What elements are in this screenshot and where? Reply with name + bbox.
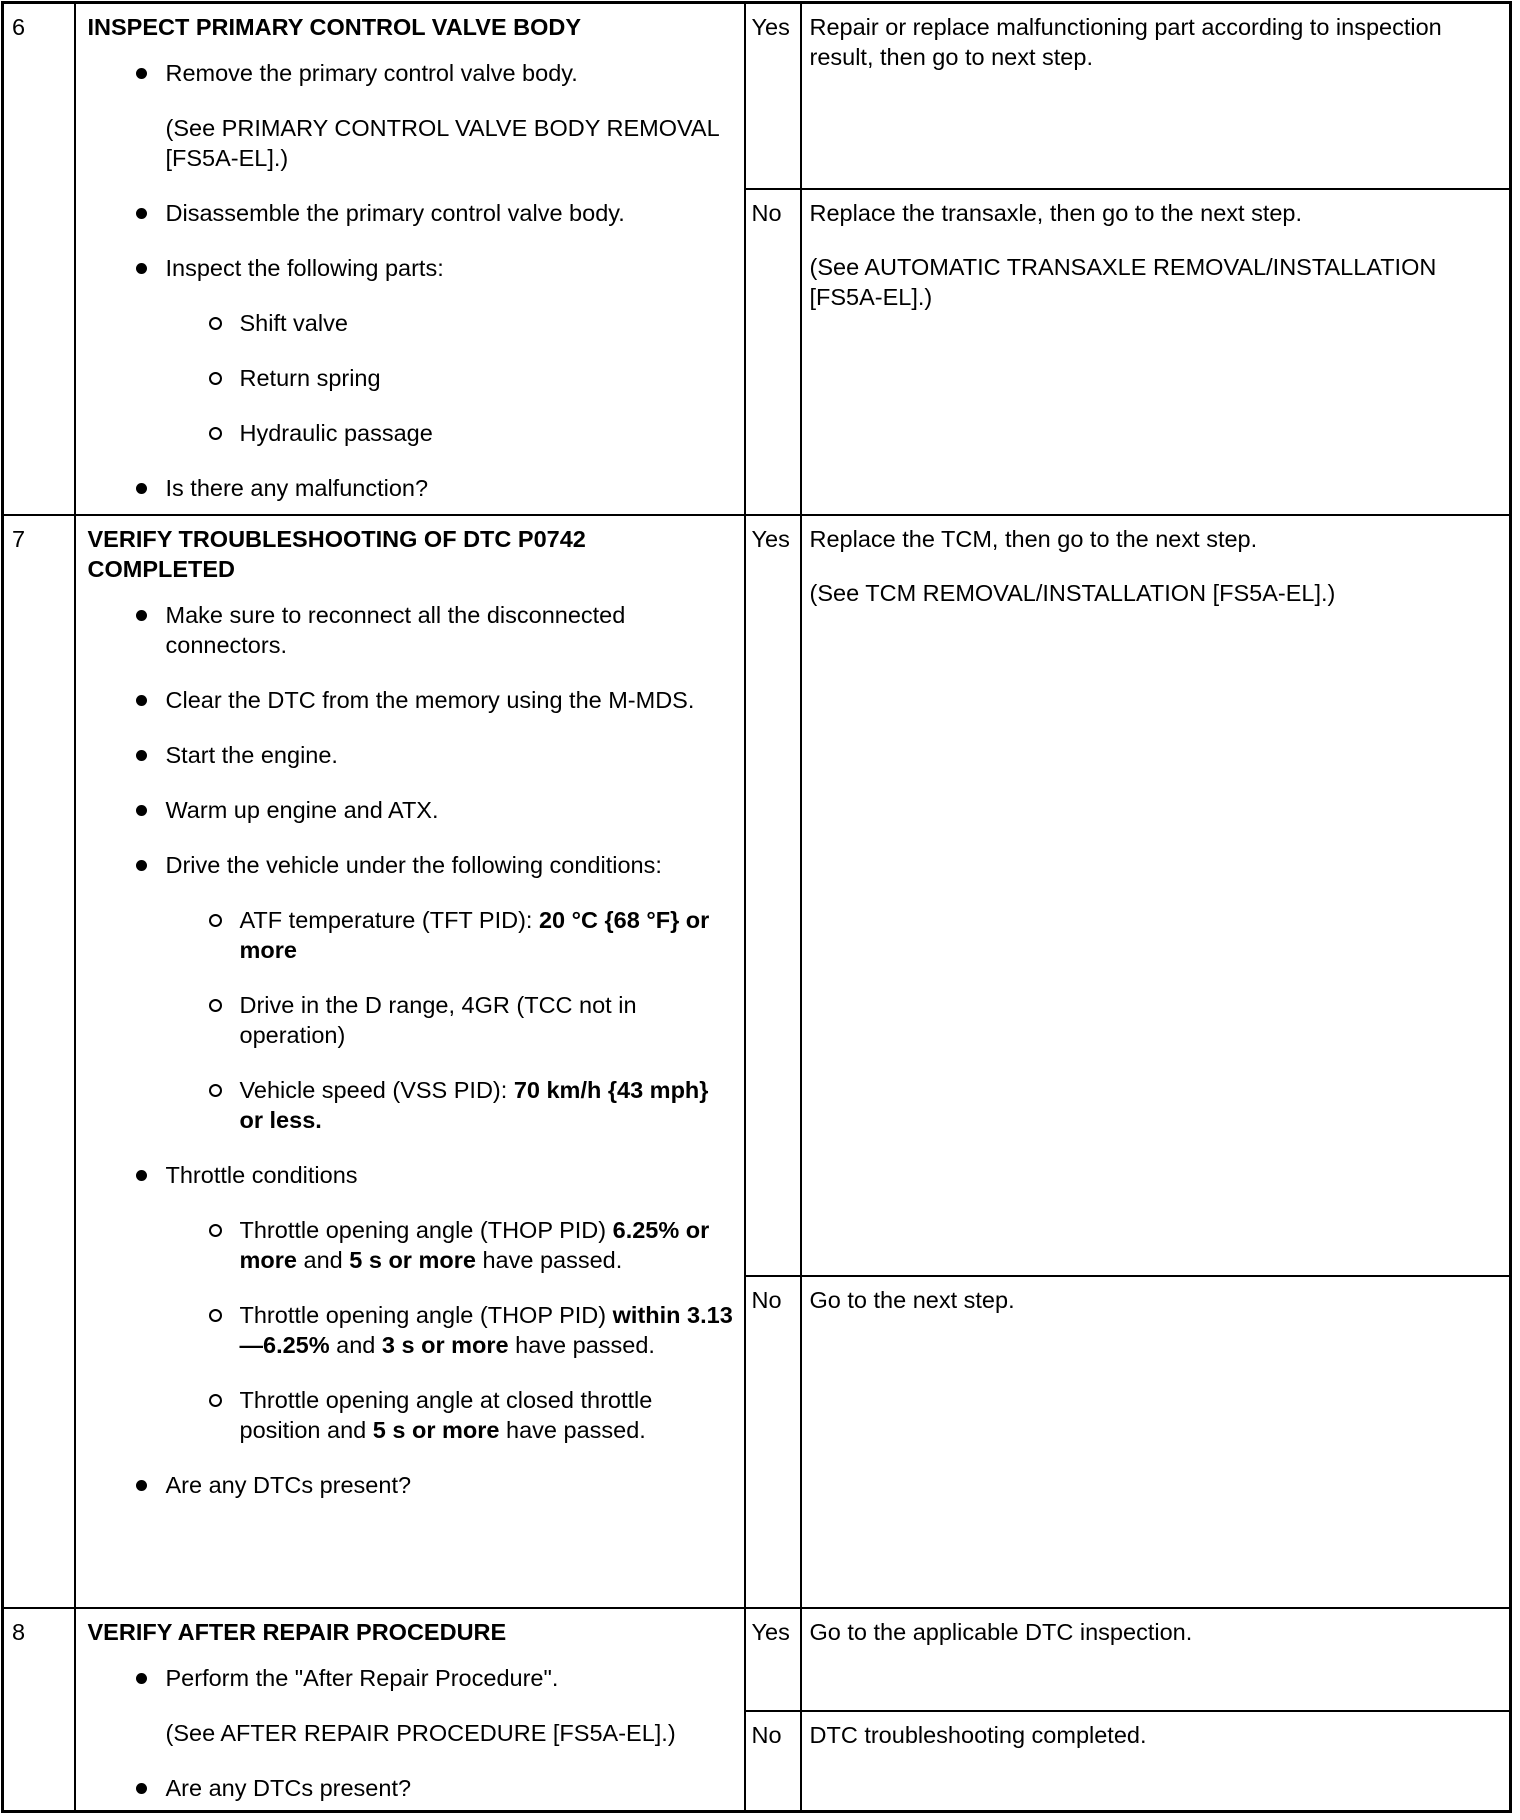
list-item: Remove the primary control valve body. (See PRIMARY CONTROL VALVE BODY REMOVAL [FS5A-EL].) <box>166 58 738 173</box>
step-number: 8 <box>3 1608 75 1812</box>
no-action: Go to the next step. <box>801 1276 1511 1608</box>
bullet-list <box>88 58 738 503</box>
step-title: VERIFY TROUBLESHOOTING OF DTC P0742 COMPLETED <box>87 525 586 582</box>
troubleshooting-table <box>1 1 1512 1813</box>
step-number: 6 <box>3 3 75 515</box>
sub-list-item: Throttle opening angle at closed throttle position and 5 s or more have passed. <box>240 1385 738 1445</box>
list-item: Are any DTCs present? <box>166 1773 738 1803</box>
list-item: Drive the vehicle under the following conditions: ATF temperature (TFT PID): 20 °C {68 °F} or more Drive in the D range, 4GR (TCC not in operation) Vehicle speed (VSS PID): 70 km/h {43 mph} or less. <box>166 850 738 1135</box>
sub-list-item: Throttle opening angle (THOP PID) 6.25% or more and 5 s or more have passed. <box>240 1215 738 1275</box>
step-8-yes-row <box>3 1608 1511 1711</box>
list-item: Is there any malfunction? <box>166 473 738 503</box>
no-action: Replace the transaxle, then go to the next step. (See AUTOMATIC TRANSAXLE REMOVAL/INSTALLATION [FS5A-EL].) <box>801 189 1511 515</box>
no-label: No <box>745 189 801 515</box>
list-item: Warm up engine and ATX. <box>166 795 738 825</box>
list-item: Perform the "After Repair Procedure". (See AFTER REPAIR PROCEDURE [FS5A-EL].) <box>166 1663 738 1748</box>
yes-label: Yes <box>745 3 801 189</box>
bullet-list <box>88 600 738 1500</box>
sub-list-item: Vehicle speed (VSS PID): 70 km/h {43 mph} or less. <box>240 1075 738 1135</box>
step-7-content <box>75 515 745 1608</box>
reference-note: (See TCM REMOVAL/INSTALLATION [FS5A-EL].) <box>809 579 1336 606</box>
yes-action: Go to the applicable DTC inspection. <box>801 1608 1511 1711</box>
list-item: Clear the DTC from the memory using the M-MDS. <box>166 685 738 715</box>
step-6-content <box>75 3 745 515</box>
yes-label: Yes <box>745 515 801 1276</box>
no-label: No <box>745 1711 801 1812</box>
step-title: INSPECT PRIMARY CONTROL VALVE BODY <box>87 14 582 40</box>
sub-list-item: Drive in the D range, 4GR (TCC not in operation) <box>240 990 738 1050</box>
list-item: Are any DTCs present? <box>166 1470 738 1500</box>
no-label: No <box>745 1276 801 1608</box>
sub-list-item: ATF temperature (TFT PID): 20 °C {68 °F} or more <box>240 905 738 965</box>
sub-list-item: Shift valve <box>240 308 738 338</box>
sub-list-item: Return spring <box>240 363 738 393</box>
step-number: 7 <box>3 515 75 1608</box>
list-item: Start the engine. <box>166 740 738 770</box>
reference-note: (See AUTOMATIC TRANSAXLE REMOVAL/INSTALLATION [FS5A-EL].) <box>809 253 1437 310</box>
sub-list <box>166 905 738 1135</box>
list-item: Inspect the following parts: Shift valve Return spring Hydraulic passage <box>166 253 738 448</box>
list-item: Throttle conditions Throttle opening angle (THOP PID) 6.25% or more and 5 s or more have passed. Throttle opening angle (THOP PID) within 3.13—6.25% and 3 s or more have passed. Throttle opening angle at closed throttle position and 5 s or more have passed. <box>166 1160 738 1445</box>
reference-note: (See PRIMARY CONTROL VALVE BODY REMOVAL [FS5A-EL].) <box>165 115 719 171</box>
list-item: Make sure to reconnect all the disconnected connectors. <box>166 600 738 660</box>
yes-label: Yes <box>745 1608 801 1711</box>
sub-list <box>166 1215 738 1445</box>
yes-action: Repair or replace malfunctioning part according to inspection result, then go to next step. <box>801 3 1511 189</box>
step-7-yes-row <box>3 515 1511 1276</box>
reference-note: (See AFTER REPAIR PROCEDURE [FS5A-EL].) <box>165 1719 676 1746</box>
sub-list-item: Throttle opening angle (THOP PID) within 3.13—6.25% and 3 s or more have passed. <box>240 1300 738 1360</box>
list-item: Disassemble the primary control valve body. <box>166 198 738 228</box>
step-8-content <box>75 1608 745 1812</box>
bullet-list <box>88 1663 738 1803</box>
step-title: VERIFY AFTER REPAIR PROCEDURE <box>87 1618 507 1645</box>
step-6-yes-row <box>3 3 1511 189</box>
sub-list-item: Hydraulic passage <box>240 418 738 448</box>
yes-action: Replace the TCM, then go to the next step. (See TCM REMOVAL/INSTALLATION [FS5A-EL].) <box>801 515 1511 1276</box>
no-action: DTC troubleshooting completed. <box>801 1711 1511 1812</box>
sub-list <box>166 308 738 448</box>
